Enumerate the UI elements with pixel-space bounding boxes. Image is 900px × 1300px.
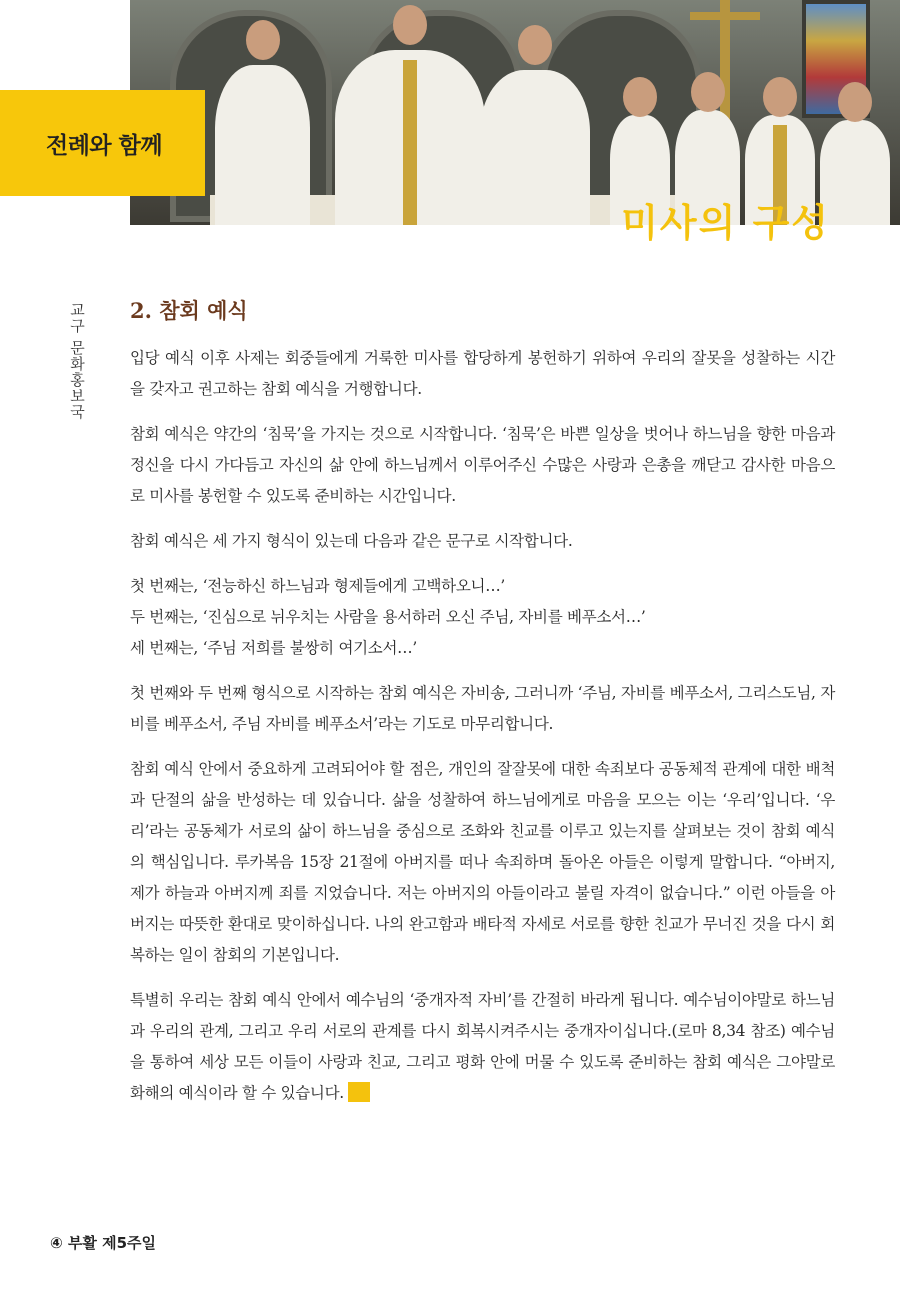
form-item: 첫 번째는, ‘전능하신 하느님과 형제들에게 고백하오니…’ xyxy=(130,577,506,595)
category-label-box xyxy=(0,90,205,196)
page-footer: ④ 부활 제5주일 xyxy=(50,1234,157,1252)
article-body xyxy=(130,295,835,1123)
paragraph-last xyxy=(130,985,835,1109)
priest-figure xyxy=(480,70,590,225)
header-title: 미사의 구성 xyxy=(621,201,830,245)
priest-figure xyxy=(215,65,310,225)
priest-figure xyxy=(820,120,890,225)
paragraph: 참회 예식 안에서 중요하게 고려되어야 할 점은, 개인의 잘잘못에 대한 속죄보다 공동체적 관계에 대한 배척과 단절의 삶을 반성하는 데 있습니다. 삶을 성찰하여 하느님에게로 마음을 모으는 이는 ‘우리’입니다. ‘우리’라는 공동체가 서로의 삶이 하느님을 중심으로 조화와 친교를 이루고 있는지를 살펴보는 것이 참회 예식의 핵심입니다. 루카복음 15장 21절에 아버지를 떠나 속죄하며 돌아온 아들은 이렇게 말합니다. “아버지, 제가 하늘과 아버지께 죄를 지었습니다. 저는 아버지의 아들이라고 불릴 자격이 없습니다.” 이런 아들을 아버지는 따뜻한 환대로 맞이하십니다. 나의 완고함과 배타적 자세로 서로를 향한 친교가 무너진 것을 다시 회복하는 일이 참회의 기본입니다. xyxy=(130,760,835,964)
end-mark-icon xyxy=(348,1082,370,1102)
paragraph: 참회 예식은 세 가지 형식이 있는데 다음과 같은 문구로 시작합니다. xyxy=(130,532,573,550)
section-title: 2. 참회 예식 xyxy=(130,298,248,323)
paragraph: 참회 예식은 약간의 ‘침묵’을 가지는 것으로 시작합니다. ‘침묵’은 바쁜 일상을 벗어나 하느님을 향한 마음과 정신을 다시 가다듬고 자신의 삶 안에 하느님께서 이루어주신 수많은 사랑과 은총을 깨닫고 감사한 마음으로 미사를 봉헌할 수 있도록 준비하는 시간입니다. xyxy=(130,425,835,505)
side-label: 교구 문화홍보국 xyxy=(68,302,86,420)
paragraph-text: 특별히 우리는 참회 예식 안에서 예수님의 ‘중개자적 자비’를 간절히 바라게 됩니다. 예수님이야말로 하느님과 우리의 관계, 그리고 우리 서로의 관계를 다시 회복시켜주시는 중개자이십니다.(로마 8,34 참조) 예수님을 통하여 세상 모든 이들이 사랑과 친교, 그리고 평화 안에 머물 수 있도록 준비하는 참회 예식은 그야말로 화해의 예식이라 할 수 있습니다. xyxy=(130,991,835,1102)
paragraph: 입당 예식 이후 사제는 회중들에게 거룩한 미사를 합당하게 봉헌하기 위하여 우리의 잘못을 성찰하는 시간을 갖자고 권고하는 참회 예식을 거행합니다. xyxy=(130,349,835,398)
form-list xyxy=(130,571,835,664)
paragraph: 첫 번째와 두 번째 형식으로 시작하는 참회 예식은 자비송, 그러니까 ‘주님, 자비를 베푸소서, 그리스도님, 자비를 베푸소서, 주님 자비를 베푸소서’라는 기도로 마무리합니다. xyxy=(130,684,835,733)
form-item: 세 번째는, ‘주님 저희를 불쌍히 여기소서…’ xyxy=(130,639,417,657)
bishop-figure xyxy=(335,50,485,225)
form-item: 두 번째는, ‘진심으로 뉘우치는 사람을 용서하러 오신 주님, 자비를 베푸소서…’ xyxy=(130,608,646,626)
category-label: 전례와 함께 xyxy=(46,132,163,159)
